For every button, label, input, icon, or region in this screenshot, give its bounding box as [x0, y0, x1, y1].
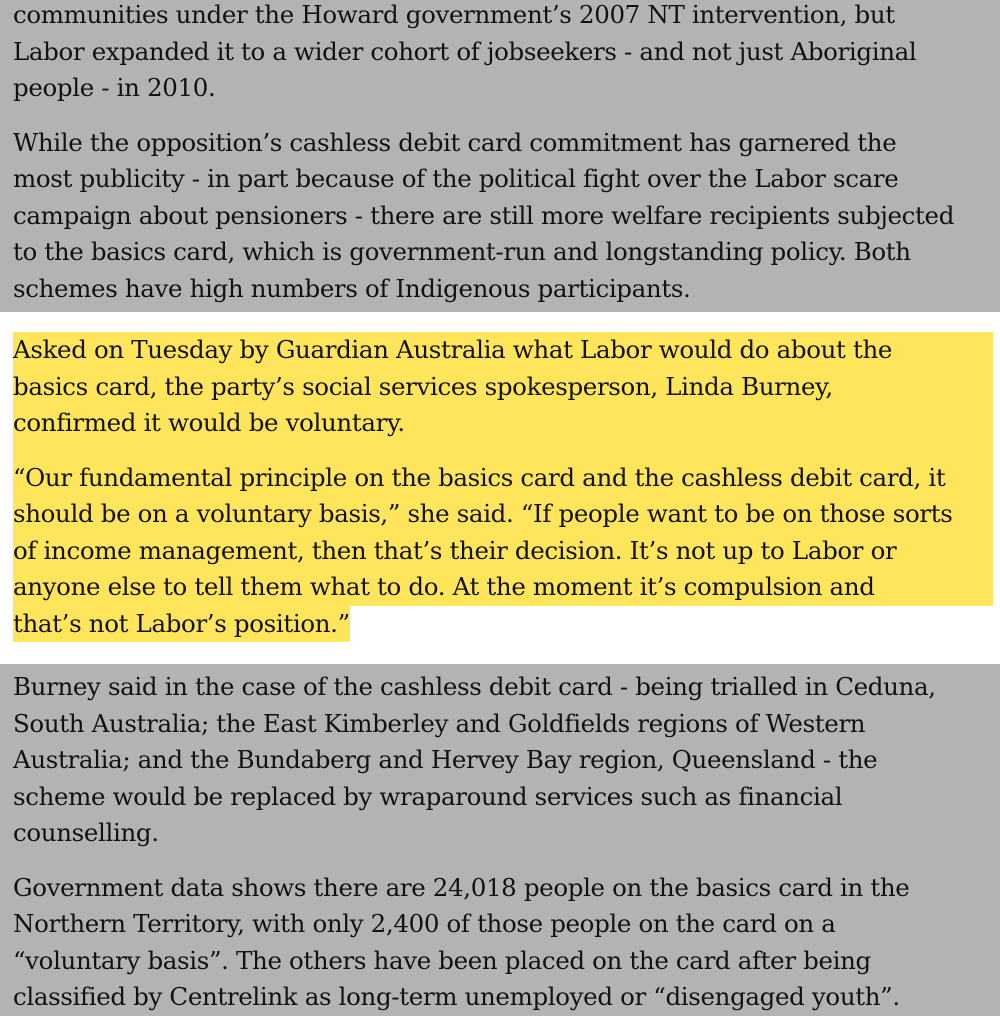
text-line: Northern Territory, with only 2,400 of those people on the card on a [13, 909, 836, 938]
text-line: counselling. [13, 818, 159, 847]
highlighted-text-line: confirmed it would be voluntary. [13, 405, 993, 442]
text-line: schemes have high numbers of Indigenous participants. [13, 273, 691, 303]
highlight-gap [13, 442, 993, 460]
text-line: Government data shows there are 24,018 people on the basics card in the [13, 872, 910, 902]
text-line: While the opposition’s cashless debit card commitment has garnered the [13, 127, 897, 157]
text-line: South Australia; the East Kimberley and Goldfields regions of Western [13, 708, 866, 738]
highlighted-quote-section [0, 312, 1000, 664]
paragraph-burney-quote [0, 460, 1000, 643]
highlighted-text-line: should be on a voluntary basis,” she said. “If people want to be on those sorts [13, 496, 993, 533]
text-line: scheme would be replaced by wraparound services such as financial [13, 781, 843, 811]
text-line: Burney said in the case of the cashless debit card - being trialled in Ceduna, [13, 672, 936, 701]
highlighted-text-line: Asked on Tuesday by Guardian Australia what Labor would do about the [13, 332, 993, 369]
paragraph-wraparound-services [0, 669, 1000, 852]
paragraph-intervention [0, 0, 1000, 107]
text-line: to the basics card, which is government-run and longstanding policy. Both [13, 237, 911, 266]
text-line: campaign about pensioners - there are still more welfare recipients subjected [13, 200, 955, 230]
text-line: Labor expanded it to a wider cohort of jobseekers - and not just Aboriginal [13, 36, 917, 66]
text-line: Australia; and the Bundaberg and Hervey Bay region, Queensland - the [13, 745, 878, 774]
highlighted-text-line: anyone else to tell them what to do. At the moment it’s compulsion and [13, 569, 993, 606]
paragraph-burney-asked [0, 332, 1000, 442]
highlighted-text-line: “Our fundamental principle on the basics card and the cashless debit card, it [13, 460, 993, 497]
highlighted-text-line: of income management, then that’s their decision. It’s not up to Labor or [13, 533, 993, 570]
text-line: “voluntary basis”. The others have been placed on the card after being [13, 945, 871, 975]
text-line: communities under the Howard government’s 2007 NT intervention, but [13, 0, 895, 29]
highlighted-text-line: basics card, the party’s social services spokesperson, Linda Burney, [13, 369, 993, 406]
text-line: most publicity - in part because of the political fight over the Labor scare [13, 164, 899, 193]
paragraph-government-data [0, 870, 1000, 1016]
paragraph-cashless-debit-card [0, 125, 1000, 308]
text-line: people - in 2010. [13, 73, 216, 102]
highlighted-text-line: that’s not Labor’s position.” [13, 606, 350, 643]
text-line: classified by Centrelink as long-term unemployed or “disengaged youth”. [13, 982, 900, 1011]
